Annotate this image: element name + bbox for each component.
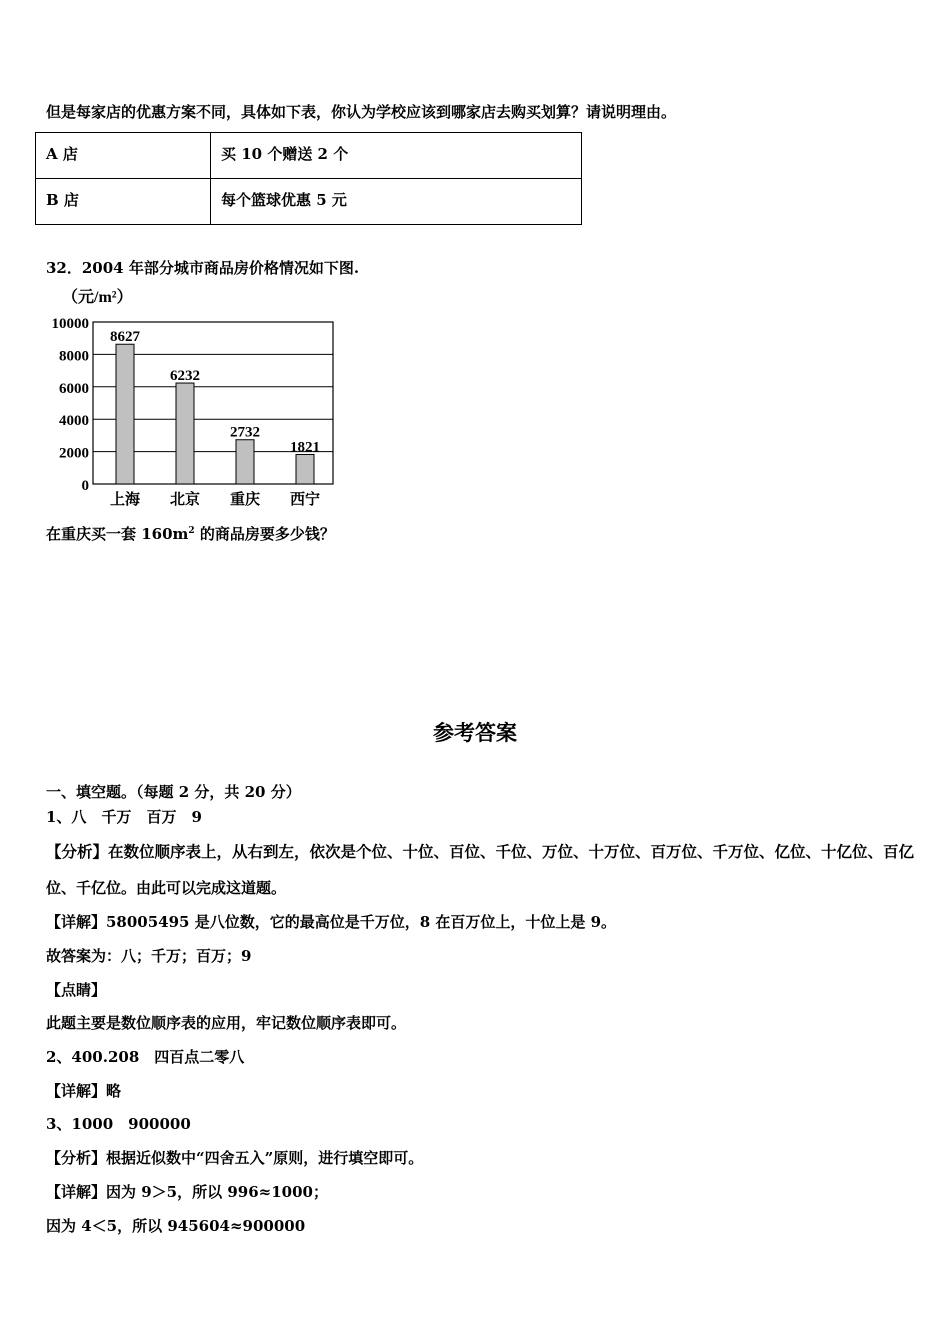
bar-value-label: 2732 (230, 424, 260, 441)
shop-name: B 店 (36, 179, 211, 225)
y-tick-label: 0 (81, 478, 89, 494)
question-32: 32．2004 年部分城市商品房价格情况如下图. (46, 259, 360, 277)
bar-value-label: 1821 (290, 439, 320, 456)
x-tick-label: 上海 (109, 492, 141, 508)
x-tick-label: 西宁 (289, 492, 321, 508)
answer-1-note: 此题主要是数位顺序表的应用，牢记数位顺序表即可。 (46, 1014, 407, 1032)
y-tick-label: 2000 (59, 445, 89, 462)
bar (116, 344, 134, 484)
y-tick-label: 8000 (59, 348, 89, 365)
question-32-post: 的商品房要多少钱？ (194, 525, 335, 543)
answer-section-1: 一、填空题。（每题 2 分，共 20 分） (46, 783, 301, 801)
shop-offer: 买 10 个赠送 2 个 (211, 133, 582, 179)
answer-title: 参考答案 (433, 721, 517, 745)
chart-y-ticks (52, 316, 90, 494)
answer-1: 1、八 千万 百万 9 (46, 808, 202, 826)
question-32-pre: 在重庆买一套 160m (46, 525, 189, 543)
shop-offer-table (35, 132, 582, 225)
y-tick-label: 10000 (51, 316, 89, 332)
table-row (36, 133, 582, 179)
x-tick-label: 重庆 (229, 492, 261, 508)
chart-unit-label: （元/m²） (62, 289, 133, 306)
table-row (36, 179, 582, 225)
answer-2-detail: 【详解】略 (46, 1082, 122, 1100)
answer-1-answer: 故答案为：八；千万；百万；9 (46, 947, 252, 965)
x-tick-label: 北京 (169, 492, 201, 508)
question-32-sup: 2 (188, 526, 195, 536)
bar (176, 383, 194, 484)
intro-text: 但是每家店的优惠方案不同，具体如下表，你认为学校应该到哪家店去购买划算？请说明理由。 (46, 103, 677, 121)
answer-3-detail-1: 【详解】因为 9＞5，所以 996≈1000； (46, 1183, 328, 1201)
answer-1-detail: 【详解】58005495 是八位数，它的最高位是千万位，8 在百万位上，十位上是 9。 (46, 913, 617, 931)
chart-bars (116, 344, 314, 484)
shop-offer: 每个篮球优惠 5 元 (211, 179, 582, 225)
bar-value-label: 6232 (170, 368, 200, 385)
chart-x-labels (110, 490, 320, 508)
bar (296, 454, 314, 484)
answer-1-analysis-line2: 位、千亿位。由此可以完成这道题。 (46, 879, 287, 897)
shop-name: A 店 (36, 133, 211, 179)
answer-2: 2、400.208 四百点二零八 (46, 1048, 245, 1066)
answer-3: 3、1000 900000 (46, 1115, 191, 1133)
bar-value-label: 8627 (110, 329, 140, 346)
question-32-text (46, 524, 335, 544)
answer-1-note-title: 【点睛】 (46, 981, 107, 999)
answer-1-analysis-line1: 【分析】在数位顺序表上，从右到左，依次是个位、十位、百位、千位、万位、十万位、百万位、千万位、亿位、十亿位、百亿 (46, 842, 915, 861)
y-tick-label: 4000 (59, 413, 89, 430)
y-tick-label: 6000 (59, 380, 89, 397)
price-bar-chart (40, 282, 350, 514)
bar (236, 440, 254, 484)
answer-3-detail-2: 因为 4＜5，所以 945604≈900000 (46, 1217, 306, 1235)
answer-3-analysis: 【分析】根据近似数中“四舍五入”原则，进行填空即可。 (46, 1149, 424, 1167)
chart-value-labels (110, 329, 320, 455)
